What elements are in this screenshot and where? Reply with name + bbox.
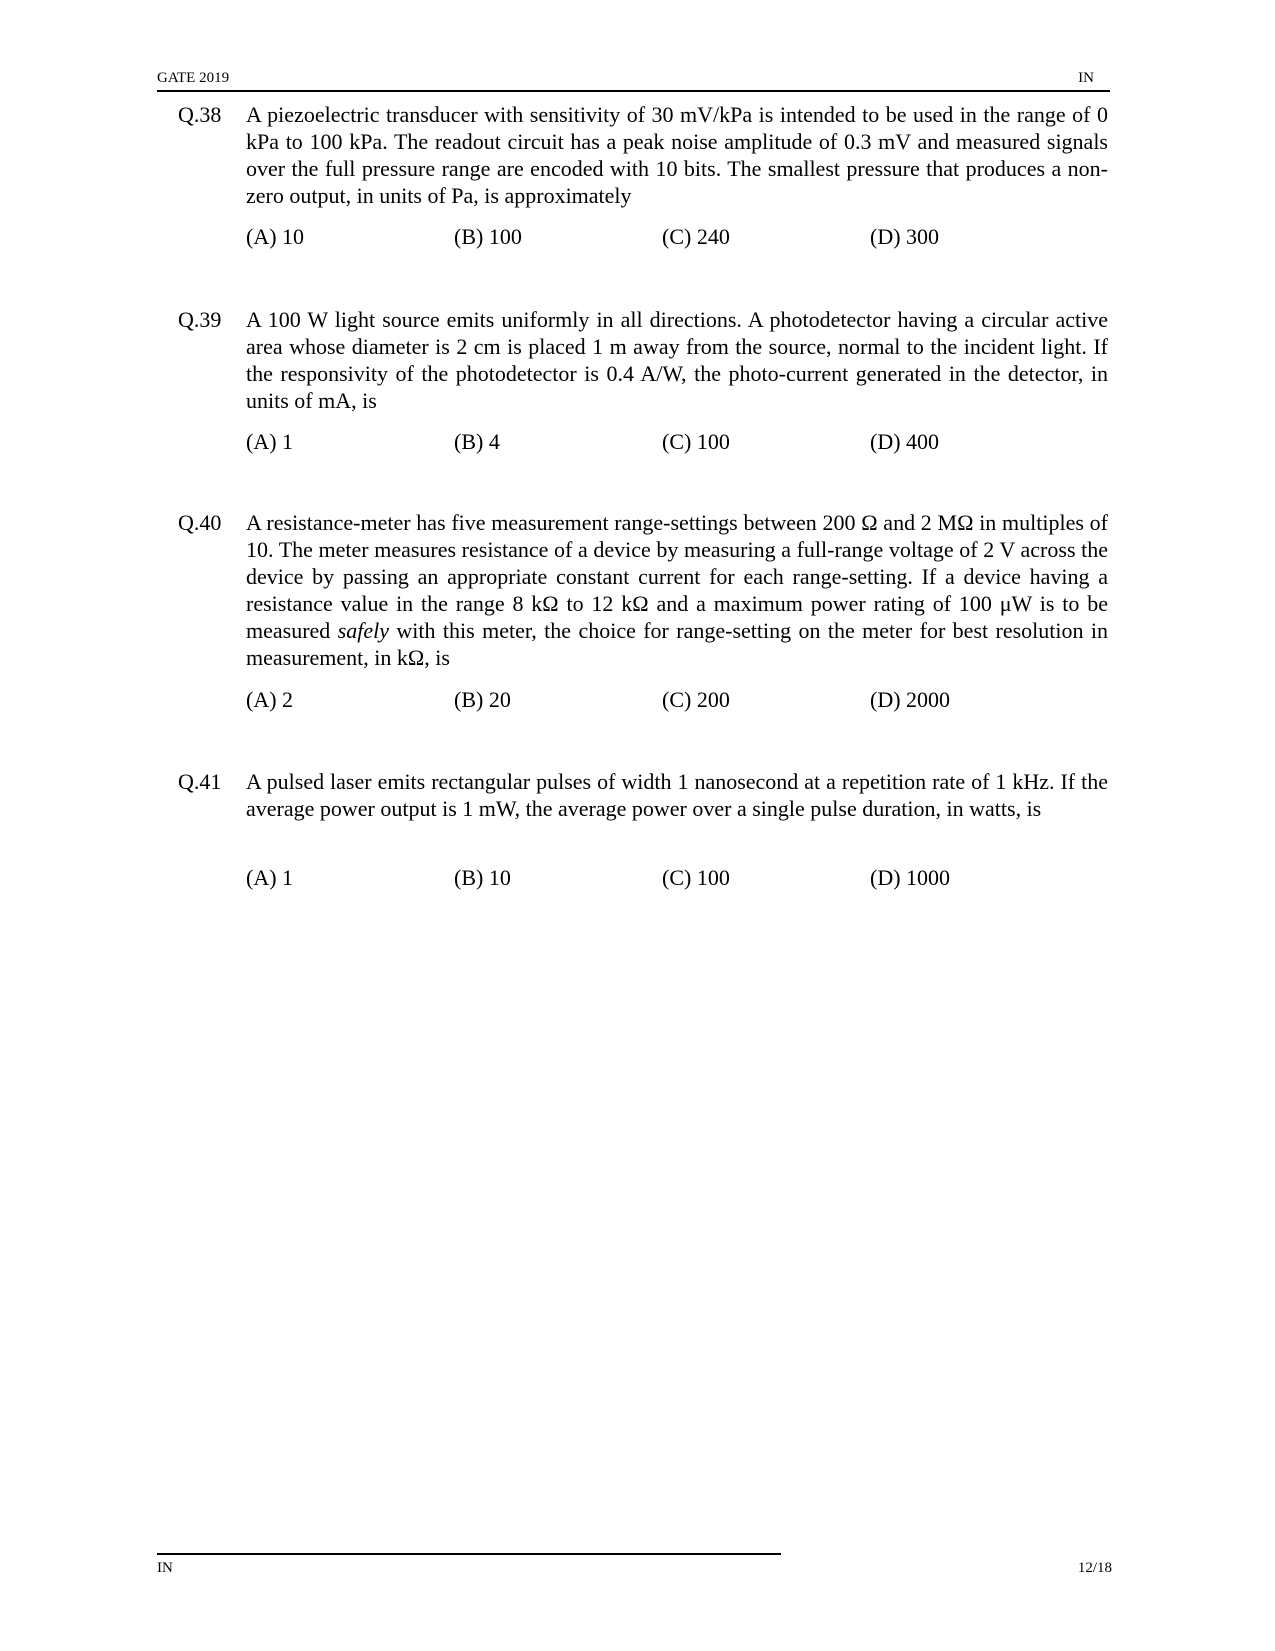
page-number: 12/18 — [1077, 1560, 1112, 1576]
paper-code: IN — [1078, 70, 1094, 86]
option-b: (B) 4 — [454, 429, 500, 454]
option-d: (D) 1000 — [870, 865, 951, 890]
question-text-part: with this meter, the choice for range-setting on the meter for best resolution in measurement, in kΩ, is — [246, 618, 1108, 670]
exam-title: GATE 2019 — [157, 70, 230, 86]
answer-options — [246, 224, 1108, 254]
option-a: (A) 10 — [246, 224, 305, 249]
footer-paper-code: IN — [157, 1560, 173, 1576]
question-number: Q.39 — [178, 307, 222, 332]
option-d: (D) 400 — [870, 429, 940, 454]
footer-divider — [157, 1553, 781, 1555]
answer-options — [246, 687, 1108, 717]
emphasized-word: safely — [337, 618, 390, 643]
option-c: (C) 200 — [662, 687, 730, 712]
answer-options — [246, 865, 1108, 895]
option-c: (C) 240 — [662, 224, 730, 249]
question-number: Q.38 — [178, 102, 222, 127]
answer-options — [246, 429, 1108, 459]
option-d: (D) 300 — [870, 224, 940, 249]
question-number: Q.40 — [178, 510, 222, 535]
question-text-part: A resistance-meter has five measurement range-settings between 200 Ω and 2 MΩ in multiples of 10. The meter measures resistance of a device by measuring a full-range voltage of 2 V across the device by passing an appropriate constant current for each range-setting. If a device having a resistance value in the range 8 kΩ to 12 kΩ and a maximum power rating of 100 μW is to be measured — [246, 510, 1108, 643]
option-b: (B) 20 — [454, 687, 511, 712]
option-b: (B) 100 — [454, 224, 522, 249]
option-a: (A) 1 — [246, 429, 294, 454]
question-text: A pulsed laser emits rectangular pulses of width 1 nanosecond at a repetition rate of 1 kHz. If the average power output is 1 mW, the average power over a single pulse duration, in watts, is — [246, 769, 1108, 821]
option-a: (A) 2 — [246, 687, 294, 712]
option-d: (D) 2000 — [870, 687, 951, 712]
page-header — [157, 68, 1110, 92]
question-number: Q.41 — [178, 769, 222, 794]
question-text: A piezoelectric transducer with sensitivity of 30 mV/kPa is intended to be used in the range of 0 kPa to 100 kPa. The readout circuit has a peak noise amplitude of 0.3 mV and measured signals over the full pressure range are encoded with 10 bits. The smallest pressure that produces a non-zero output, in units of Pa, is approximately — [246, 102, 1108, 208]
question-text: A 100 W light source emits uniformly in all directions. A photodetector having a circular active area whose diameter is 2 cm is placed 1 m away from the source, normal to the incident light. If the responsivity of the photodetector is 0.4 A/W, the photo-current generated in the detector, in units of mA, is — [246, 307, 1108, 413]
option-c: (C) 100 — [662, 865, 730, 890]
option-a: (A) 1 — [246, 865, 294, 890]
question-text — [246, 509, 1108, 671]
option-b: (B) 10 — [454, 865, 511, 890]
option-c: (C) 100 — [662, 429, 730, 454]
